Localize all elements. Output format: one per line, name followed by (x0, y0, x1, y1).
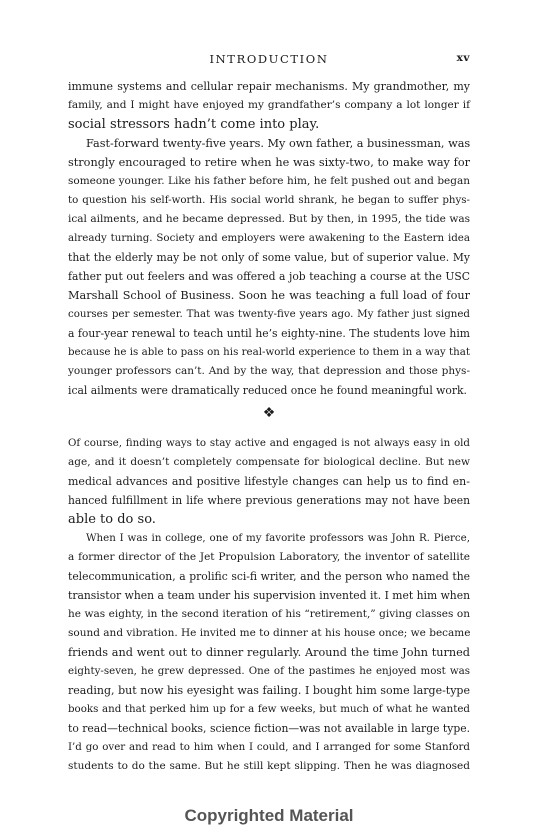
paragraph-first-line: Fast-forward twenty-five years. My own father, a businessman, was (86, 137, 471, 150)
text-line: eighty-seven, he grew depressed. One of the pastimes he enjoyed most was (68, 665, 470, 677)
text-line: telecommunication, a prolific sci-fi writer, and the person who named the (68, 570, 470, 583)
text-line: Marshall School of Business. Soon he was teaching a full load of four (68, 289, 470, 302)
page-number: xv (456, 52, 470, 64)
text-line: students to do the same. But he still kept slipping. Then he was diagnosed (68, 760, 470, 772)
section-break-ornament: ❖ (262, 405, 276, 421)
text-line: a four-year renewal to teach until he’s eighty-nine. The students love him (68, 327, 470, 340)
paragraph-first-line: When I was in college, one of my favorite professors was John R. Pierce, (86, 532, 470, 544)
copyright-watermark: Copyrighted Material (184, 806, 354, 825)
text-line: already turning. Society and employers were awakening to the Eastern idea (68, 232, 470, 244)
text-line: able to do so. (68, 512, 156, 527)
page-header (68, 52, 470, 70)
text-line: to question his self-worth. His social world shrank, he began to suffer phys- (68, 194, 470, 206)
text-line: that the elderly may be not only of some value, but of superior value. My (68, 251, 470, 264)
text-line: younger professors can’t. And by the way, that depression and those phys- (68, 365, 470, 377)
text-line: to read—technical books, science fiction—was not available in large type. (68, 722, 470, 735)
text-line: ical ailments were dramatically reduced once he found meaningful work. (68, 384, 467, 397)
text-line: Of course, finding ways to stay active and engaged is not always easy in old (68, 437, 470, 449)
text-line: transistor when a team under his supervision invented it. I met him when (68, 589, 470, 602)
text-line: age, and it doesn’t completely compensate for biological decline. But new (68, 456, 470, 468)
text-line: immune systems and cellular repair mechanisms. My grandmother, my (68, 80, 470, 93)
text-line: strongly encouraged to retire when he was sixty-two, to make way for (68, 156, 470, 169)
text-line: I’d go over and read to him when I could, and I arranged for some Stanford (68, 741, 470, 753)
text-line: friends and went out to dinner regularly. Around the time John turned (68, 646, 470, 659)
text-line: ical ailments, and he became depressed. But by then, in 1995, the tide was (68, 213, 470, 225)
text-line: he was eighty, in the second iteration of his “retirement,” giving classes on (68, 608, 470, 620)
text-line: reading, but now his eyesight was failing. I bought him some large-type (68, 684, 470, 697)
text-line: someone younger. Like his father before him, he felt pushed out and began (68, 175, 470, 187)
text-line: a former director of the Jet Propulsion Laboratory, the inventor of satellite (68, 551, 470, 563)
text-line: courses per semester. That was twenty-five years ago. My father just signed (68, 308, 470, 320)
text-line: medical advances and positive lifestyle changes can help us to find en- (68, 475, 470, 488)
text-line: because he is able to pass on his real-world experience to them in a way that (68, 346, 470, 358)
text-line: social stressors hadn’t come into play. (68, 117, 320, 132)
text-line: books and that perked him up for a few weeks, but much of what he wanted (68, 703, 470, 715)
text-line: hanced fulfillment in life where previous generations may not have been (68, 494, 470, 507)
text-line: father put out feelers and was offered a job teaching a course at the USC (68, 270, 470, 283)
running-head: INTRODUCTION (209, 52, 329, 66)
text-line: sound and vibration. He invited me to dinner at his house once; we became (68, 627, 471, 639)
text-line: family, and I might have enjoyed my grandfather’s company a lot longer if (68, 99, 470, 111)
